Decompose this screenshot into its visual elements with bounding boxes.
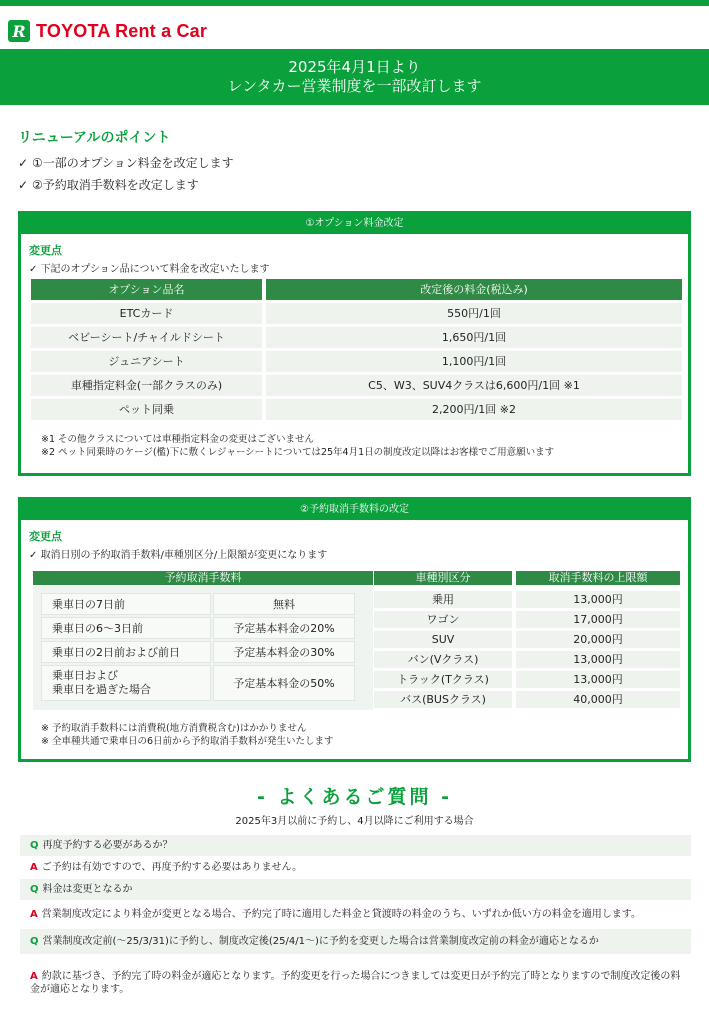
vehicle-cap: 40,000円 bbox=[516, 691, 680, 708]
vehicle-row bbox=[374, 611, 680, 628]
table-row bbox=[31, 351, 682, 372]
fee-timing: 乗車日の7日前 bbox=[41, 593, 211, 615]
fee-timing: 乗車日の2日前および前日 bbox=[41, 641, 211, 663]
col-header-price: 改定後の料金(税込み) bbox=[266, 279, 682, 300]
check-icon: ✓ bbox=[29, 264, 41, 275]
answer-marker: A bbox=[30, 909, 38, 920]
vehicle-cap: 13,000円 bbox=[516, 651, 680, 668]
col-header-fee: 予約取消手数料 bbox=[33, 571, 373, 585]
change-desc: ✓ 下記のオプション品について料金を改定いたします bbox=[29, 264, 270, 275]
option-item: ベビーシート/チャイルドシート bbox=[31, 327, 262, 348]
faq-answer: A ご予約は有効ですので、再度予約する必要はありません。 bbox=[30, 862, 303, 873]
question-marker: Q bbox=[30, 936, 39, 947]
brand-logo[interactable] bbox=[8, 18, 207, 44]
cancel-fee-table bbox=[33, 586, 373, 710]
answer-marker: A bbox=[30, 971, 38, 982]
faq-question: Q 料金は変更となるか bbox=[20, 879, 691, 900]
option-item: ETCカード bbox=[31, 303, 262, 324]
col-header-vehicle: 車種別区分 bbox=[374, 571, 512, 585]
fee-amount: 予定基本料金の50% bbox=[213, 665, 355, 701]
fee-amount: 無料 bbox=[213, 593, 355, 615]
option-fee-section bbox=[18, 211, 691, 476]
vehicle-cap: 20,000円 bbox=[516, 631, 680, 648]
table-row bbox=[41, 641, 367, 663]
note-line: ※2 ペット同乗時のケージ(檻)下に敷くレジャーシートについては25年4月1日の制度改定以降はお客様でご用意願います bbox=[41, 447, 555, 458]
change-title: 変更点 bbox=[29, 244, 62, 257]
vehicle-cap: 13,000円 bbox=[516, 591, 680, 608]
vehicle-cap: 17,000円 bbox=[516, 611, 680, 628]
vehicle-row bbox=[374, 691, 680, 708]
faq-question: Q 再度予約する必要があるか？ bbox=[20, 835, 691, 856]
vehicle-type: ワゴン bbox=[374, 611, 512, 628]
cancel-notes bbox=[41, 722, 334, 748]
vehicle-row bbox=[374, 591, 680, 608]
note-line: ※1 その他クラスについては車種指定料金の変更はございません bbox=[41, 434, 315, 445]
table-row bbox=[41, 593, 367, 615]
question-marker: Q bbox=[30, 840, 39, 851]
faq-subtitle: 2025年3月以前に予約し、4月以降にご利用する場合 bbox=[235, 816, 474, 827]
vehicle-type: 乗用 bbox=[374, 591, 512, 608]
note-line: ※ 予約取消手数料には消費税(地方消費税含む)はかかりません bbox=[41, 723, 307, 734]
vehicle-type: バス(BUSクラス) bbox=[374, 691, 512, 708]
vehicle-type: バン(Vクラス) bbox=[374, 651, 512, 668]
table-row bbox=[31, 375, 682, 396]
check-icon: ✓ bbox=[18, 178, 29, 192]
fee-timing: 乗車日および 乗車日を過ぎた場合 bbox=[41, 665, 211, 701]
option-price: C5、W3、SUV4クラスは6,600円/1回 ※1 bbox=[266, 375, 682, 396]
renewal-point: ✓ ②予約取消手数料を改定します bbox=[18, 178, 199, 192]
option-price: 2,200円/1回 ※2 bbox=[266, 399, 682, 420]
note-line: ※ 全車種共通で乗車日の6日前から予約取消手数料が発生いたします bbox=[41, 736, 334, 747]
top-accent-bar bbox=[0, 0, 709, 6]
table-header-row bbox=[31, 279, 682, 300]
vehicle-row bbox=[374, 671, 680, 688]
faq-answer: A 営業制度改定により料金が変更となる場合、予約完了時に適用した料金と貸渡時の料金のうち、いずれか低い方の料金を適用します。 bbox=[30, 909, 641, 920]
option-item: ペット同乗 bbox=[31, 399, 262, 420]
banner-line-1: 2025年4月1日より bbox=[288, 58, 421, 76]
option-notes bbox=[41, 433, 554, 459]
faq-question: Q 営業制度改定前(～25/3/31)に予約し、制度改定後(25/4/1～)に予約を変更した場合は営業制度改定前の料金が適応となるか bbox=[20, 929, 691, 954]
cancel-section-header: ②予約取消手数料の改定 bbox=[21, 500, 688, 520]
table-row bbox=[41, 665, 367, 701]
fee-timing: 乗車日の6～3日前 bbox=[41, 617, 211, 639]
change-title: 変更点 bbox=[29, 530, 62, 543]
col-header-item: オプション品名 bbox=[31, 279, 262, 300]
renewal-title: リニューアルのポイント bbox=[18, 130, 171, 146]
change-desc: ✓ 取消日別の予約取消手数料/車種別区分/上限額が変更になります bbox=[29, 550, 328, 561]
fee-amount: 予定基本料金の20% bbox=[213, 617, 355, 639]
faq-answer: A 約款に基づき、予約完了時の料金が適応となります。予約変更を行った場合につきましては変更日が予約完了時となりますので制度改定後の料金が適応となります。 bbox=[30, 971, 681, 995]
vehicle-type: SUV bbox=[374, 631, 512, 648]
vehicle-row bbox=[374, 651, 680, 668]
option-item: ジュニアシート bbox=[31, 351, 262, 372]
faq-title: - よくあるご質問 - bbox=[256, 786, 452, 808]
renewal-point: ✓ ①一部のオプション料金を改定します bbox=[18, 156, 234, 170]
vehicle-type: トラック(Tクラス) bbox=[374, 671, 512, 688]
answer-marker: A bbox=[30, 862, 38, 873]
cancellation-fee-section bbox=[18, 497, 691, 762]
check-icon: ✓ bbox=[18, 156, 29, 170]
table-row bbox=[31, 399, 682, 420]
announcement-banner bbox=[0, 49, 709, 105]
vehicle-row bbox=[374, 631, 680, 648]
table-row bbox=[41, 617, 367, 639]
table-row bbox=[31, 327, 682, 348]
question-marker: Q bbox=[30, 884, 39, 895]
logo-mark-icon: R bbox=[8, 20, 30, 42]
option-price: 550円/1回 bbox=[266, 303, 682, 324]
option-item: 車種指定料金(一部クラスのみ) bbox=[31, 375, 262, 396]
option-price: 1,650円/1回 bbox=[266, 327, 682, 348]
option-section-header: ①オプション料金改定 bbox=[21, 214, 688, 234]
logo-text: TOYOTA Rent a Car bbox=[36, 20, 208, 41]
option-price: 1,100円/1回 bbox=[266, 351, 682, 372]
fee-amount: 予定基本料金の30% bbox=[213, 641, 355, 663]
vehicle-cap: 13,000円 bbox=[516, 671, 680, 688]
table-row bbox=[31, 303, 682, 324]
check-icon: ✓ bbox=[29, 550, 41, 561]
option-fee-table bbox=[31, 279, 682, 423]
banner-line-2: レンタカー営業制度を一部改訂します bbox=[227, 77, 482, 95]
col-header-cap: 取消手数料の上限額 bbox=[516, 571, 680, 585]
